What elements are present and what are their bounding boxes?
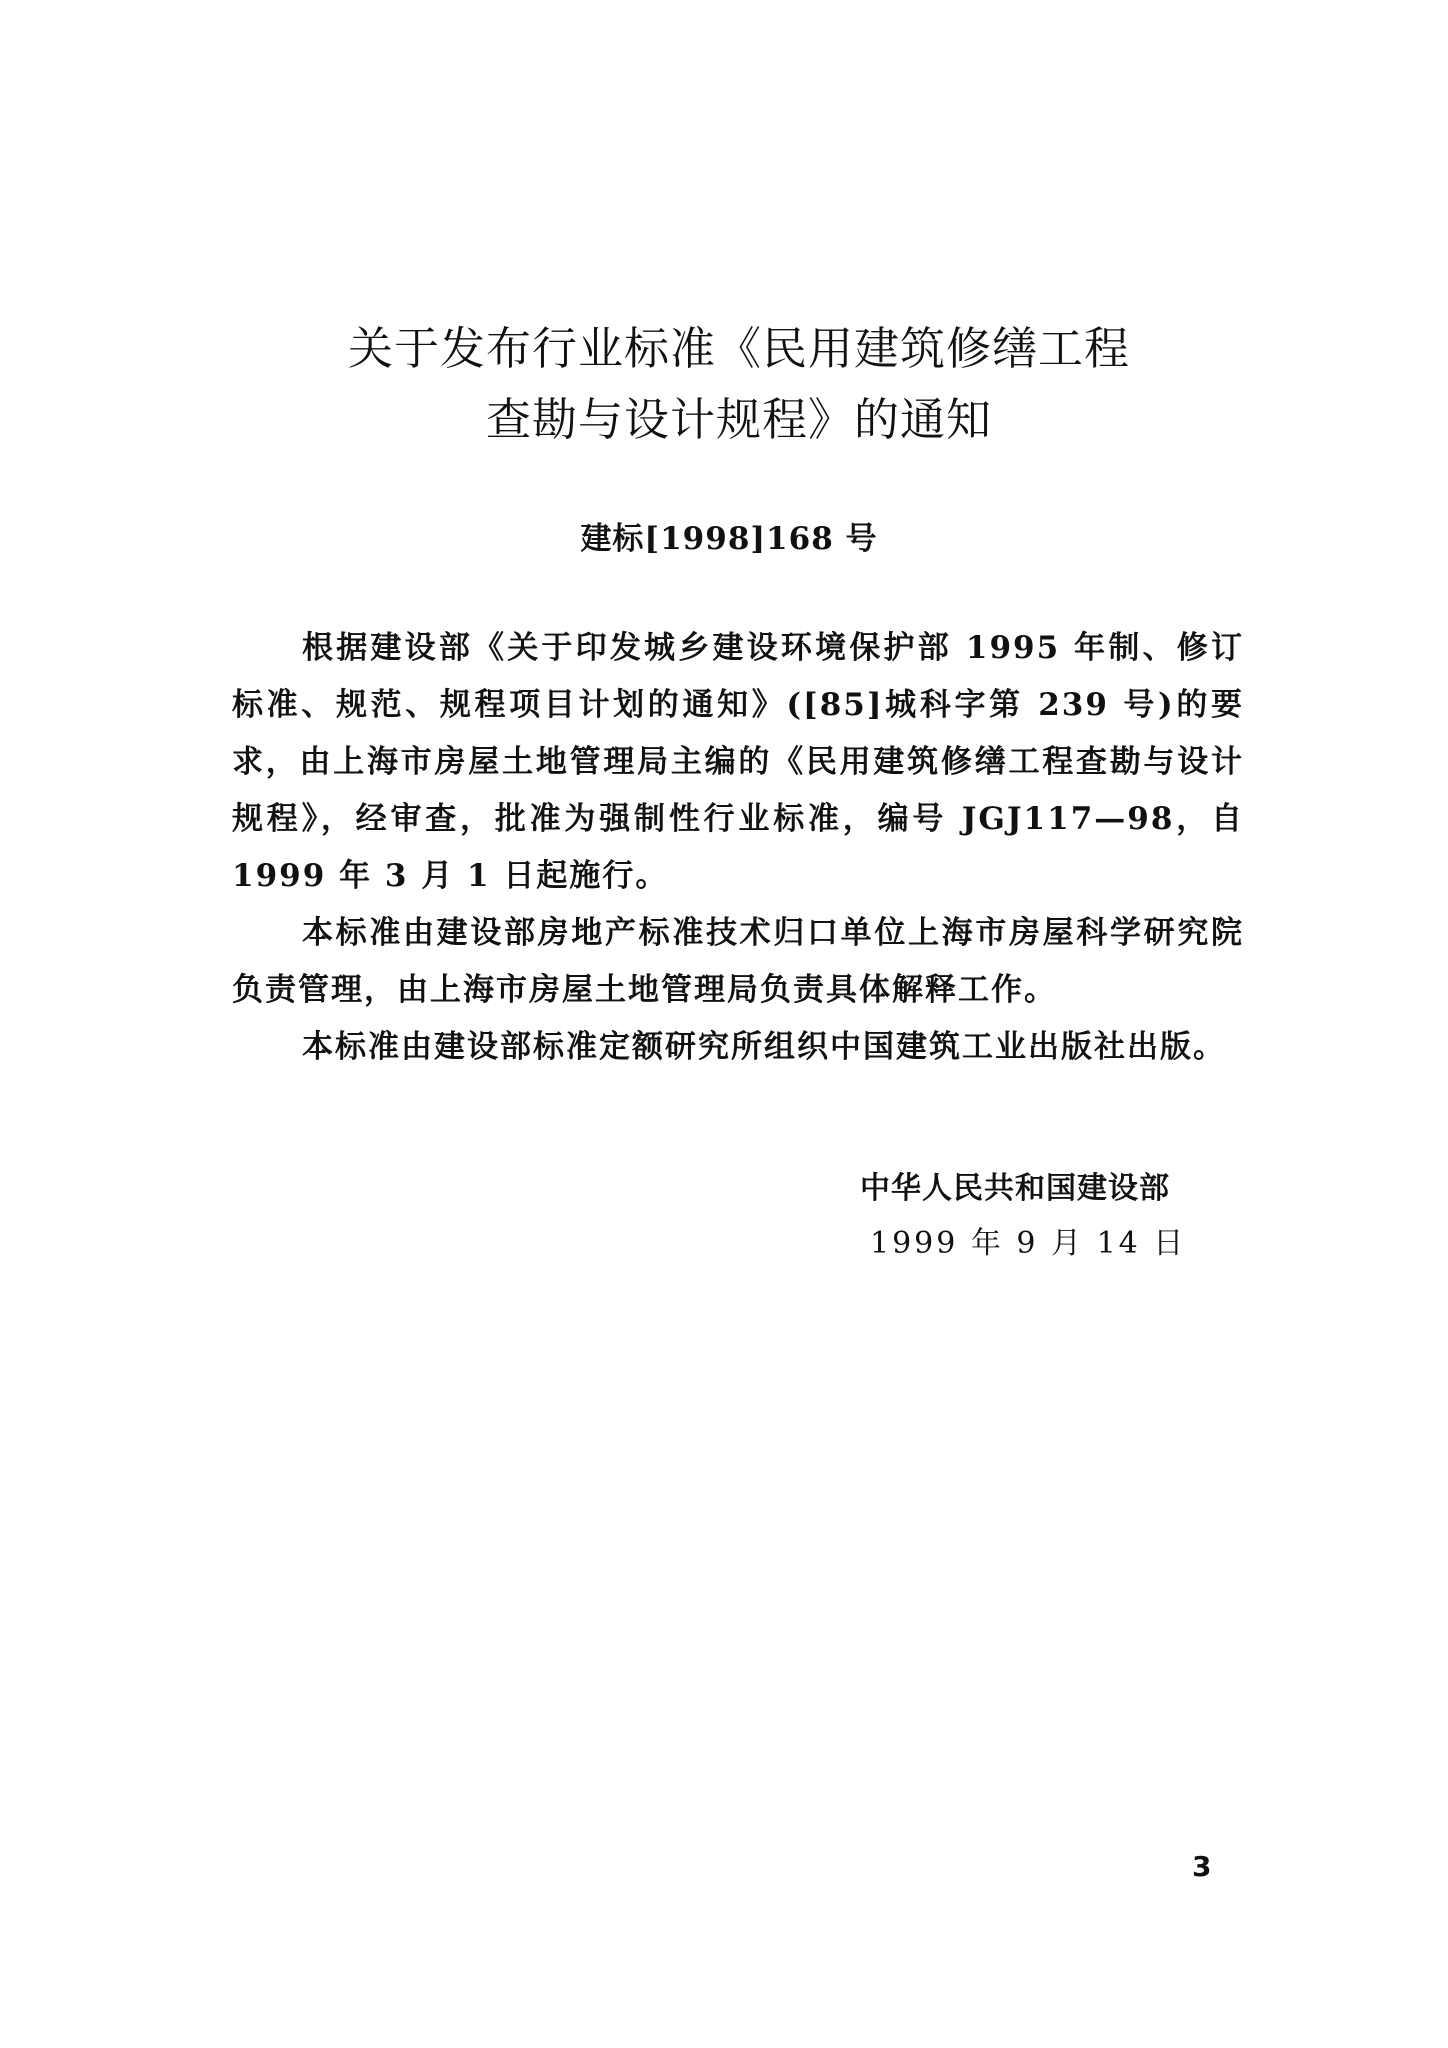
signature-organization: 中华人民共和国建设部 [860, 1171, 1170, 1206]
document-title-line-1: 关于发布行业标准《民用建筑修缮工程 [347, 322, 1130, 375]
page-number: 3 [1192, 1850, 1212, 1883]
body-paragraph-3: 本标准由建设部标准定额研究所组织中国建筑工业出版社出版。 [302, 1029, 1226, 1065]
body-paragraph-2: 本标准由建设部房地产标准技术归口单位上海市房屋科学研究院负责管理，由上海市房屋土地管理局负责具体解释工作。 [232, 915, 1244, 1008]
document-number: 建标[1998]168 号 [580, 521, 878, 557]
body-paragraph-1: 根据建设部《关于印发城乡建设环境保护部 1995 年制、修订标准、规范、规程项目计划的通知》([85]城科字第 239 号)的要求，由上海市房屋土地管理局主编的《民用建筑修缮工程查勘与设计规程》，经审查，批准为强制性行业标准，编号 JGJ117—98，自 1999 年 3 月 1 日起施行。 [232, 630, 1244, 894]
document-body [232, 620, 1244, 1076]
signature-date: 1999 年 9 月 14 日 [870, 1226, 1187, 1261]
document-title-line-2: 查勘与设计规程》的通知 [485, 393, 992, 446]
